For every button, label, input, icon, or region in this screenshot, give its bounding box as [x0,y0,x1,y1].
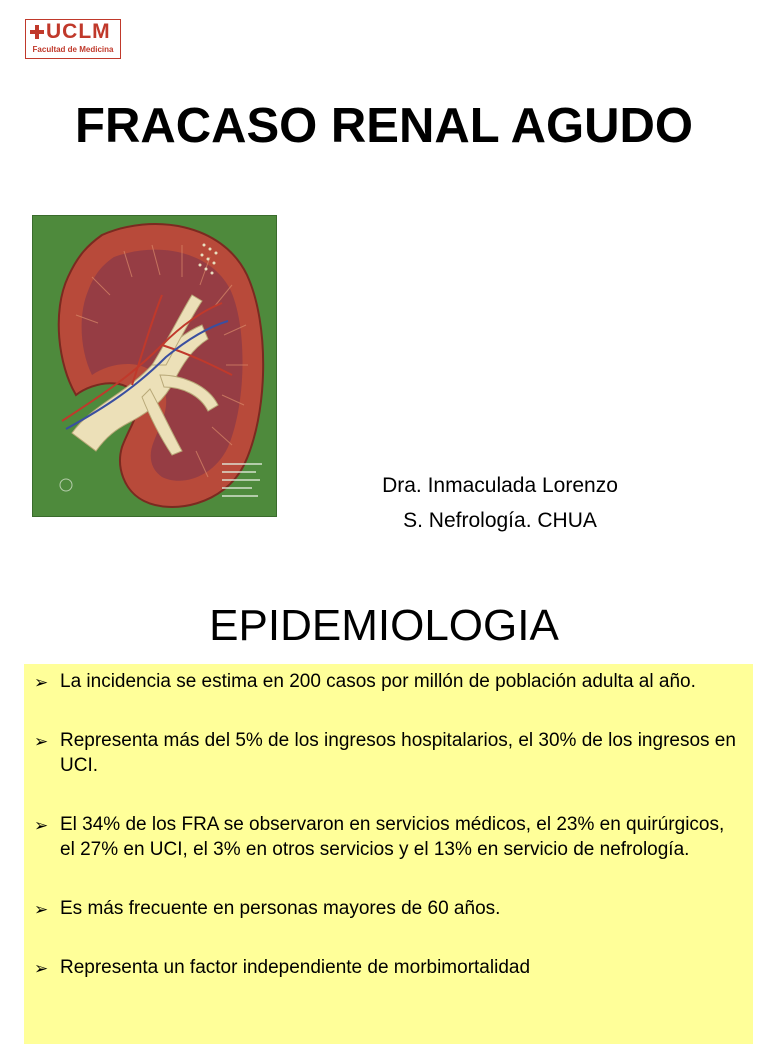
kidney-image [32,215,277,517]
page-title: FRACASO RENAL AGUDO [75,99,693,153]
epidemiology-box [24,664,753,1044]
arrow-bullet-icon: ➢ [34,816,49,835]
bullet-text: Representa más del 5% de los ingresos hospitalarios, el 30% de los ingresos en UCI. [60,730,736,776]
list-item [30,728,743,778]
cross-icon [30,25,44,39]
bullet-text: La incidencia se estima en 200 casos por millón de población adulta al año. [60,671,696,692]
logo-subtitle: Facultad de Medicina [32,45,114,54]
arrow-bullet-icon: ➢ [34,959,49,978]
section-title: EPIDEMIOLOGIA [209,601,559,650]
author-block [340,468,660,538]
bullet-text: Representa un factor independiente de morbimortalidad [60,957,531,978]
arrow-bullet-icon: ➢ [34,732,49,751]
author-affiliation: S. Nefrología. CHUA [403,509,597,532]
list-item [30,896,743,921]
uclm-logo [25,19,121,59]
bullet-list [30,669,743,980]
bullet-text: Es más frecuente en personas mayores de 60 años. [60,898,501,919]
logo-brand-text: UCLM [46,20,111,43]
list-item [30,955,743,980]
arrow-bullet-icon: ➢ [34,673,49,692]
list-item [30,812,743,862]
bullet-text: El 34% de los FRA se observaron en servicios médicos, el 23% en quirúrgicos, el 27% en UCI, el 3% en otros servicios y el 13% en servicio de nefrología. [60,814,725,860]
author-name: Dra. Inmaculada Lorenzo [382,474,618,497]
list-item [30,669,743,694]
logo-brand [28,20,120,44]
arrow-bullet-icon: ➢ [34,900,49,919]
